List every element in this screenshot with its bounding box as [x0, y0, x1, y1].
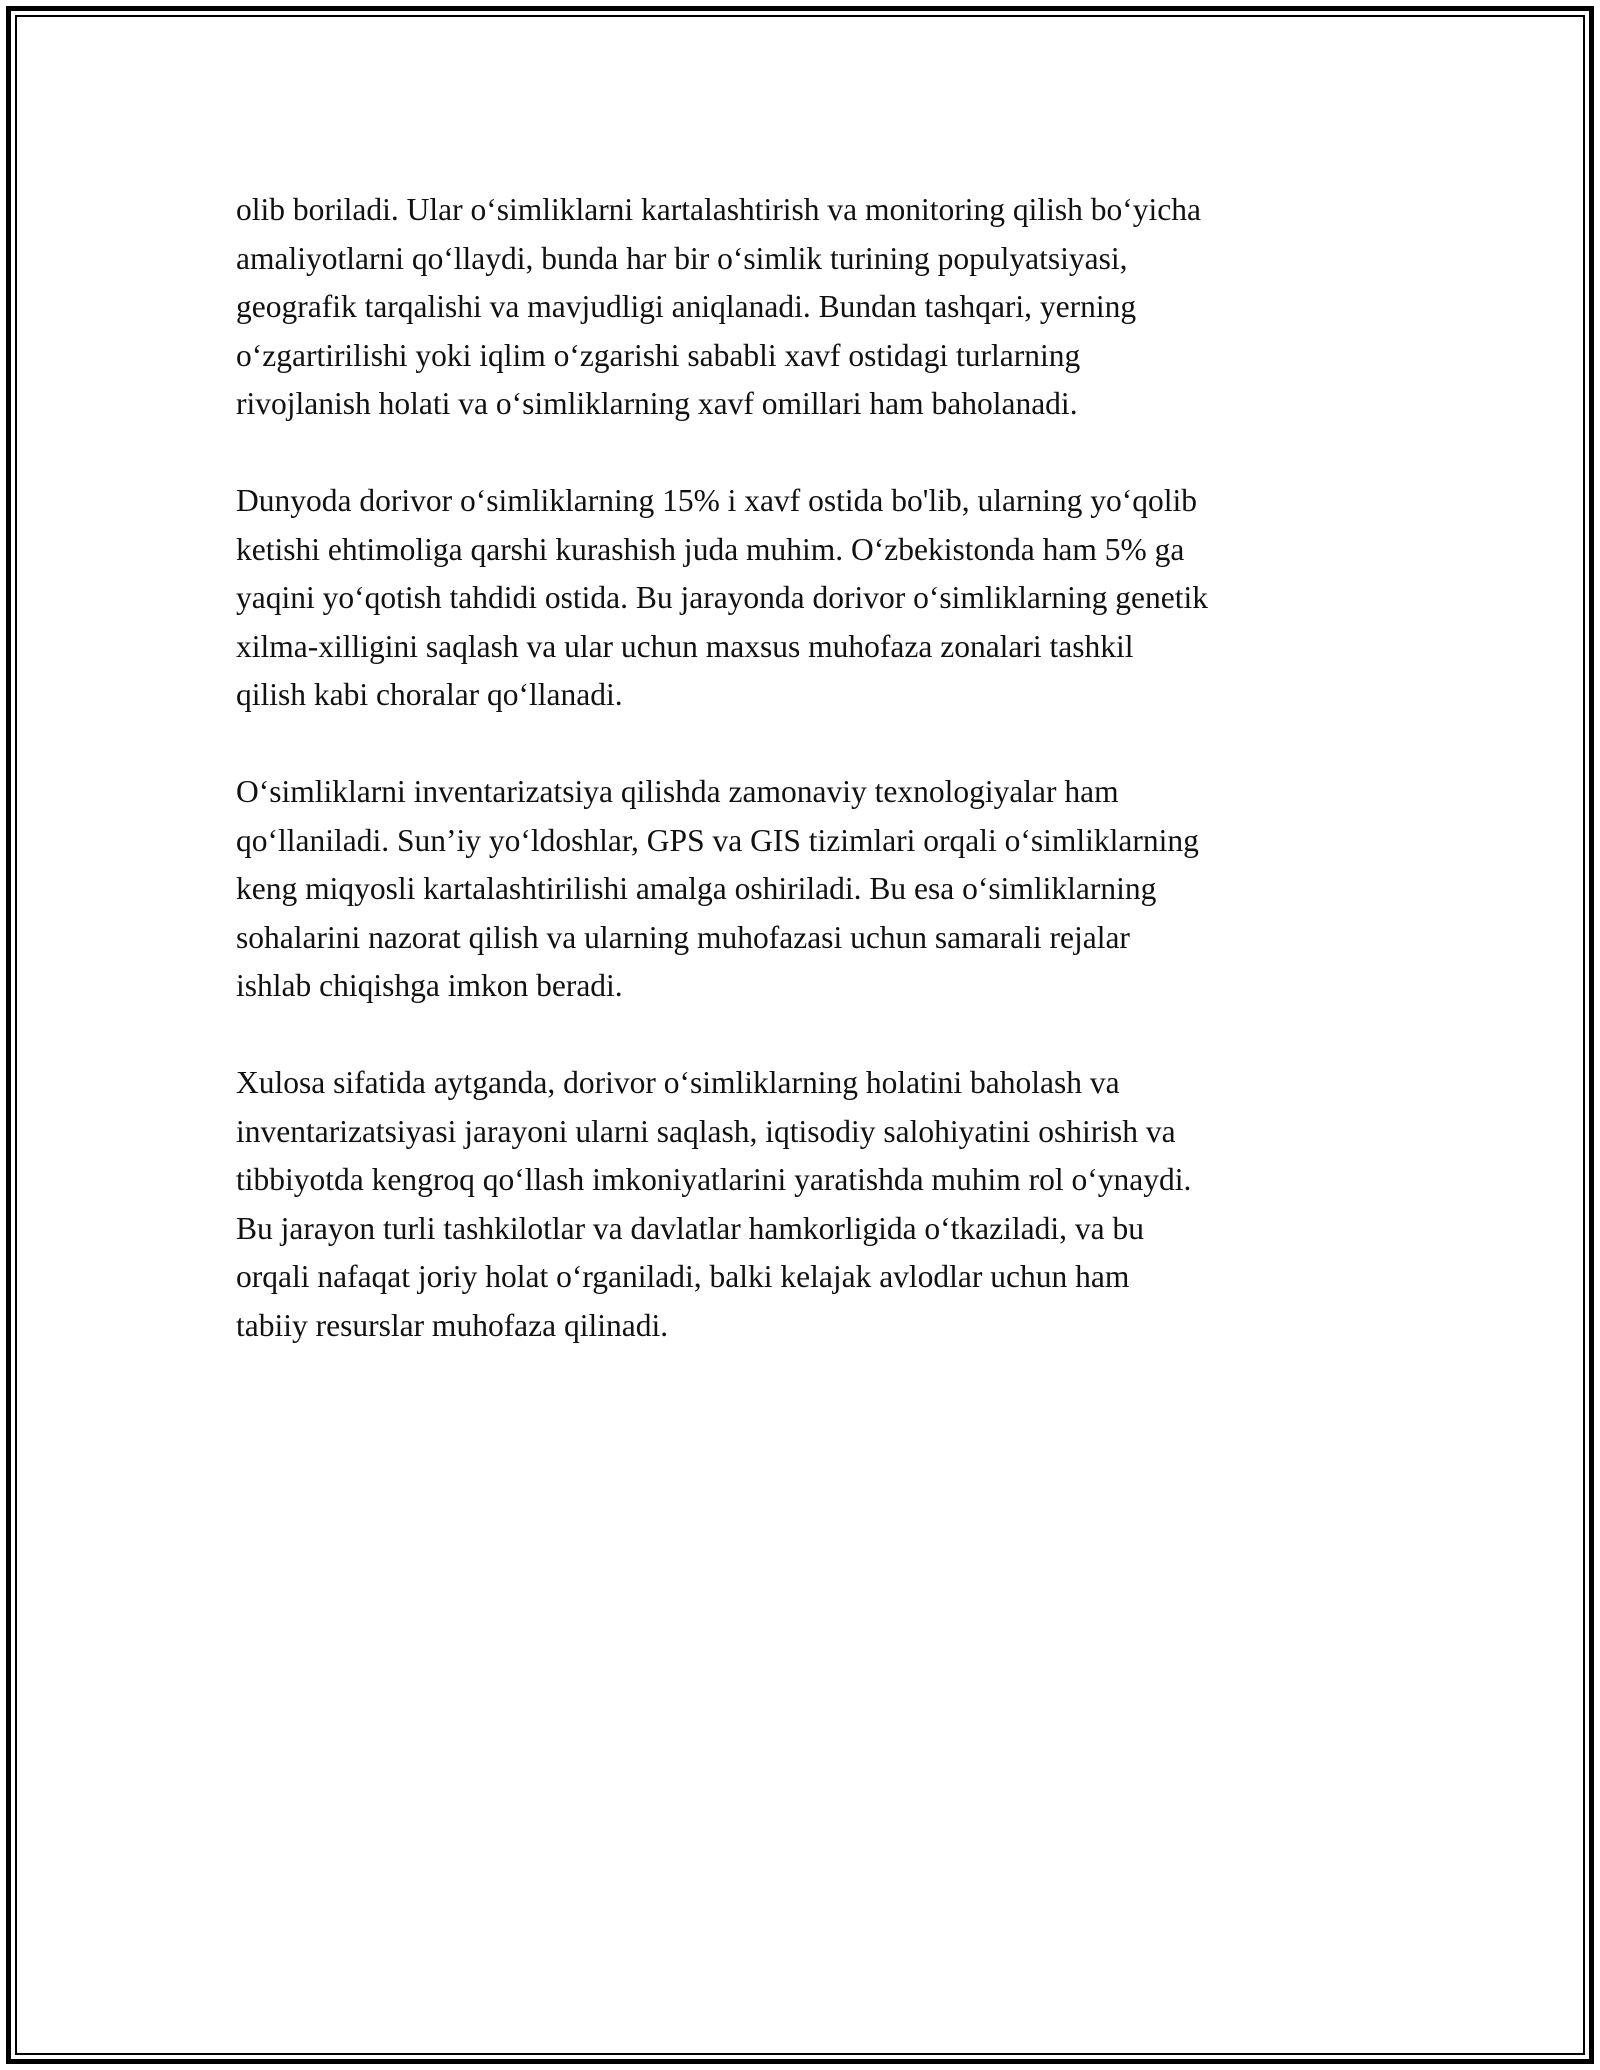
text-line: rivojlanish holati va o‘simliklarning xavf omillari ham baholanadi.: [236, 386, 1078, 421]
text-line: xilma-xilligini saqlash va ular uchun maxsus muhofaza zonalari tashkil: [236, 628, 1134, 664]
text-line: Xulosa sifatida aytganda, dorivor o‘simliklarning holatini baholash va: [236, 1065, 1120, 1100]
text-line: qo‘llaniladi. Sun’iy yo‘ldoshlar, GPS va GIS tizimlari orqali o‘simliklarning: [236, 822, 1199, 858]
text-line: O‘simliklarni inventarizatsiya qilishda zamonaviy texnologiyalar ham: [236, 774, 1119, 809]
paragraph-technologies: [236, 768, 1396, 1011]
text-line: tabiiy resurslar muhofaza qilinadi.: [236, 1307, 669, 1343]
text-line: Bu jarayon turli tashkilotlar va davlatlar hamkorligida o‘tkaziladi, va bu: [236, 1210, 1144, 1246]
text-line: orqali nafaqat joriy holat o‘rganiladi, balki kelajak avlodlar uchun ham: [236, 1259, 1130, 1294]
paragraph-conclusion: [236, 1059, 1396, 1350]
text-line: yaqini yo‘qotish tahdidi ostida. Bu jarayonda dorivor o‘simliklarning genetik: [236, 580, 1208, 615]
document-body: [236, 186, 1396, 1399]
text-line: inventarizatsiyasi jarayoni ularni saqlash, iqtisodiy salohiyatini oshirish va: [236, 1113, 1176, 1149]
text-line: ishlab chiqishga imkon beradi.: [236, 968, 623, 1003]
text-line: geografik tarqalishi va mavjudligi aniqlanadi. Bundan tashqari, yerning: [236, 289, 1137, 324]
text-line: tibbiyotda kengroq qo‘llash imkoniyatlarini yaratishda muhim rol o‘ynaydi.: [236, 1162, 1192, 1197]
text-line: qilish kabi choralar qo‘llanadi.: [236, 677, 623, 712]
text-line: ketishi ehtimoliga qarshi kurashish juda muhim. O‘zbekistonda ham 5% ga: [236, 531, 1185, 567]
text-line: olib boriladi. Ular o‘simliklarni kartalashtirish va monitoring qilish bo‘yicha: [236, 192, 1201, 227]
text-line: keng miqyosli kartalashtirilishi amalga oshiriladi. Bu esa o‘simliklarning: [236, 871, 1157, 906]
text-line: amaliyotlarni qo‘llaydi, bunda har bir o‘simlik turining populyatsiyasi,: [236, 240, 1128, 276]
text-line: o‘zgartirilishi yoki iqlim o‘zgarishi sababli xavf ostidagi turlarning: [236, 337, 1081, 373]
paragraph-endangered-plants: [236, 477, 1396, 720]
text-line: sohalarini nazorat qilish va ularning muhofazasi uchun samarali rejalar: [236, 919, 1130, 955]
text-line: Dunyoda dorivor o‘simliklarning 15% i xavf ostida bo'lib, ularning yo‘qolib: [236, 483, 1198, 518]
paragraph-monitoring: [236, 186, 1396, 429]
